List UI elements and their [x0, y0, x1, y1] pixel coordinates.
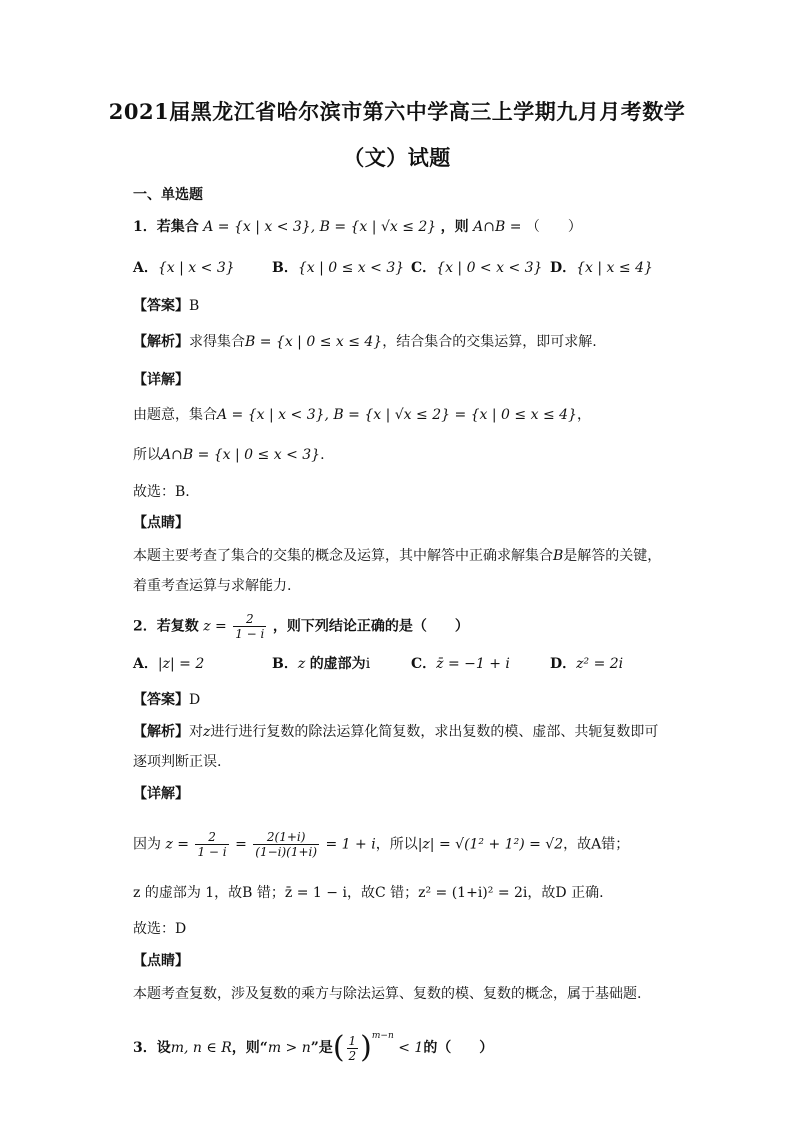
q2-detail-line2: z 的虚部为 1，故B 错；z̄ = 1 − i，故C 错；z² = (1+i)² = 2i，故D 正确.: [133, 885, 604, 901]
q2-d1-result: = 1 + i: [325, 836, 376, 853]
q2-answer-value: D: [189, 692, 201, 708]
q3-stem-mid2: ”是: [310, 1040, 333, 1056]
q2-d1-modulus: |z| = √(1² + 1²) = √2: [417, 836, 564, 853]
q2-option-d-text: z² = 2i: [576, 656, 624, 672]
q2-detail-line1: [133, 830, 629, 859]
q3-frac-num: 1: [348, 1033, 357, 1048]
q1-analysis: [133, 332, 597, 352]
q2-option-b-math: z: [297, 656, 306, 672]
q3-frac-den: 2: [348, 1048, 357, 1063]
q1-option-a: [133, 258, 235, 278]
q1-comment-line2: 着重考查运算与求解能力.: [133, 578, 292, 594]
q1-detail1-text: 由题意，集合: [133, 407, 217, 423]
q2-d1-end: ，故A错；: [563, 836, 630, 853]
q2-analysis-text1: 对: [189, 724, 203, 740]
q2-d1-fraction1: [195, 830, 228, 859]
q1-option-c-label: C．: [411, 260, 437, 276]
q2-d1-mid: ，所以: [375, 836, 418, 853]
q3-stem-mid: ，则“: [231, 1040, 268, 1056]
q3-stem-math3: < 1: [398, 1040, 424, 1056]
q1-stem-suffix: ，则: [440, 219, 469, 235]
q2-answer: [133, 690, 200, 710]
q2-d1-f2-den: (1−i)(1+i): [255, 845, 318, 859]
q2-option-b-tail: i: [365, 656, 371, 672]
q2-fraction: [233, 612, 266, 641]
q1-comment-label: 【点睛】: [133, 515, 189, 531]
q1-comment1-text: 本题主要考查了集合的交集的概念及运算，其中解答中正确求解集合: [133, 548, 553, 564]
q2-frac-num: 2: [245, 612, 254, 626]
q1-option-d-label: D．: [550, 260, 577, 276]
q1-detail2-end: .: [320, 447, 325, 463]
q1-option-a-text: {x | x < 3}: [157, 260, 235, 276]
q2-d1-eq: =: [235, 836, 247, 853]
q1-stem-math: A = {x | x < 3}, B = {x | √x ≤ 2}: [203, 219, 437, 235]
q2-stem: [133, 612, 469, 641]
q3-right-paren: ): [360, 1030, 372, 1065]
q2-option-a-label: A．: [133, 656, 158, 672]
q2-option-a: [133, 654, 204, 674]
q3-exponent: m−n: [371, 1031, 394, 1041]
q1-option-c: [411, 258, 542, 278]
q2-d1-f2-num: 2(1+i): [266, 830, 306, 844]
q2-d1-z: z =: [165, 836, 190, 853]
q1-detail1-math: A = {x | x < 3}, B = {x | √x ≤ 2} = {x | 0 ≤ x ≤ 4}: [217, 407, 577, 423]
q1-detail1-end: ，: [576, 407, 591, 423]
q1-analysis-text1: 求得集合: [189, 334, 245, 350]
q1-answer-value: B: [189, 298, 200, 314]
q1-detail2-math: A∩B = {x | 0 ≤ x < 3}: [161, 447, 321, 463]
q1-analysis-label: 【解析】: [133, 334, 189, 350]
q2-option-b-text: 的虚部为: [309, 656, 366, 672]
q1-stem: [133, 217, 582, 237]
q1-option-c-text: {x | 0 < x < 3}: [436, 260, 543, 276]
q2-stem-suffix: ，则下列结论正确的是（ ）: [272, 618, 469, 635]
q2-frac-den: 1 − i: [235, 627, 265, 641]
q3-fraction: [347, 1034, 359, 1063]
q1-answer-label: 【答案】: [133, 298, 189, 314]
q2-d1-f1-den: 1 − i: [197, 845, 227, 859]
q2-answer-label: 【答案】: [133, 692, 189, 708]
q1-detail-label: 【详解】: [133, 372, 189, 388]
doc-title-line2: （文）试题: [343, 145, 451, 170]
q1-choose: 故选：B.: [133, 484, 190, 500]
q1-comment-line1: [133, 546, 661, 566]
q1-comment1-end: 是解答的关键，: [563, 548, 662, 564]
q1-stem-math2: A∩B =: [473, 219, 522, 235]
q2-analysis-line2: 逐项判断正误.: [133, 754, 222, 770]
q3-stem-math: m, n ∈ R: [170, 1040, 232, 1056]
q1-detail-line2: [133, 445, 325, 465]
q1-option-b-text: {x | 0 ≤ x < 3}: [297, 260, 405, 276]
q2-option-b-label: B．: [272, 656, 298, 672]
section-heading: 一、单选题: [133, 187, 203, 203]
q1-option-d: [550, 258, 653, 278]
q1-analysis-text2: ，结合集合的交集运算，即可求解.: [382, 334, 597, 350]
q1-detail2-text: 所以: [133, 447, 161, 463]
q2-d1-fraction2: [253, 830, 319, 859]
q2-option-c-text: z̄ = −1 + i: [436, 656, 510, 672]
q2-option-c-label: C．: [411, 656, 437, 672]
q2-d1-f1-num: 2: [208, 830, 216, 844]
q2-comment-line1: 本题考查复数，涉及复数的乘方与除法运算、复数的模、复数的概念，属于基础题.: [133, 986, 642, 1002]
doc-title-line1: 2021届黑龙江省哈尔滨市第六中学高三上学期九月月考数学: [108, 99, 686, 124]
q1-analysis-math: B = {x | 0 ≤ x ≤ 4}: [245, 334, 383, 350]
q1-stem-end: （ ）: [525, 219, 582, 235]
q3-stem-end: 的（ ）: [423, 1040, 494, 1056]
q2-analysis-text2: 进行进行复数的除法运算化简复数，求出复数的模、虚部、共轭复数即可: [210, 724, 659, 740]
q1-stem-prefix: 1．若集合: [133, 219, 199, 235]
q3-left-paren: (: [332, 1030, 345, 1065]
q2-choose: 故选：D: [133, 921, 187, 937]
q2-analysis-label: 【解析】: [133, 724, 189, 740]
q2-option-b: [272, 654, 370, 674]
q3-stem-math2: m > n: [267, 1040, 311, 1056]
q1-option-b: [272, 258, 404, 278]
q1-option-b-label: B．: [272, 260, 298, 276]
q1-option-a-label: A．: [133, 260, 158, 276]
q2-option-d: [550, 654, 623, 674]
q1-detail-line1: [133, 405, 591, 425]
q2-stem-prefix: 2．若复数: [133, 618, 199, 635]
q1-answer: [133, 296, 199, 316]
q3-stem-prefix: 3．设: [133, 1040, 171, 1056]
q2-detail-label: 【详解】: [133, 786, 189, 802]
q2-comment-label: 【点睛】: [133, 953, 189, 969]
q3-stem: [133, 1026, 493, 1063]
q2-analysis: [133, 722, 658, 742]
q2-option-a-text: |z| = 2: [157, 656, 205, 672]
q1-comment1-math: B: [553, 548, 564, 564]
q2-analysis-math: z: [203, 724, 211, 740]
q2-z-eq: z =: [203, 618, 227, 635]
q2-option-c: [411, 654, 510, 674]
q2-d1-text: 因为: [133, 836, 161, 853]
q1-option-d-text: {x | x ≤ 4}: [576, 260, 653, 276]
q2-option-d-label: D．: [550, 656, 577, 672]
